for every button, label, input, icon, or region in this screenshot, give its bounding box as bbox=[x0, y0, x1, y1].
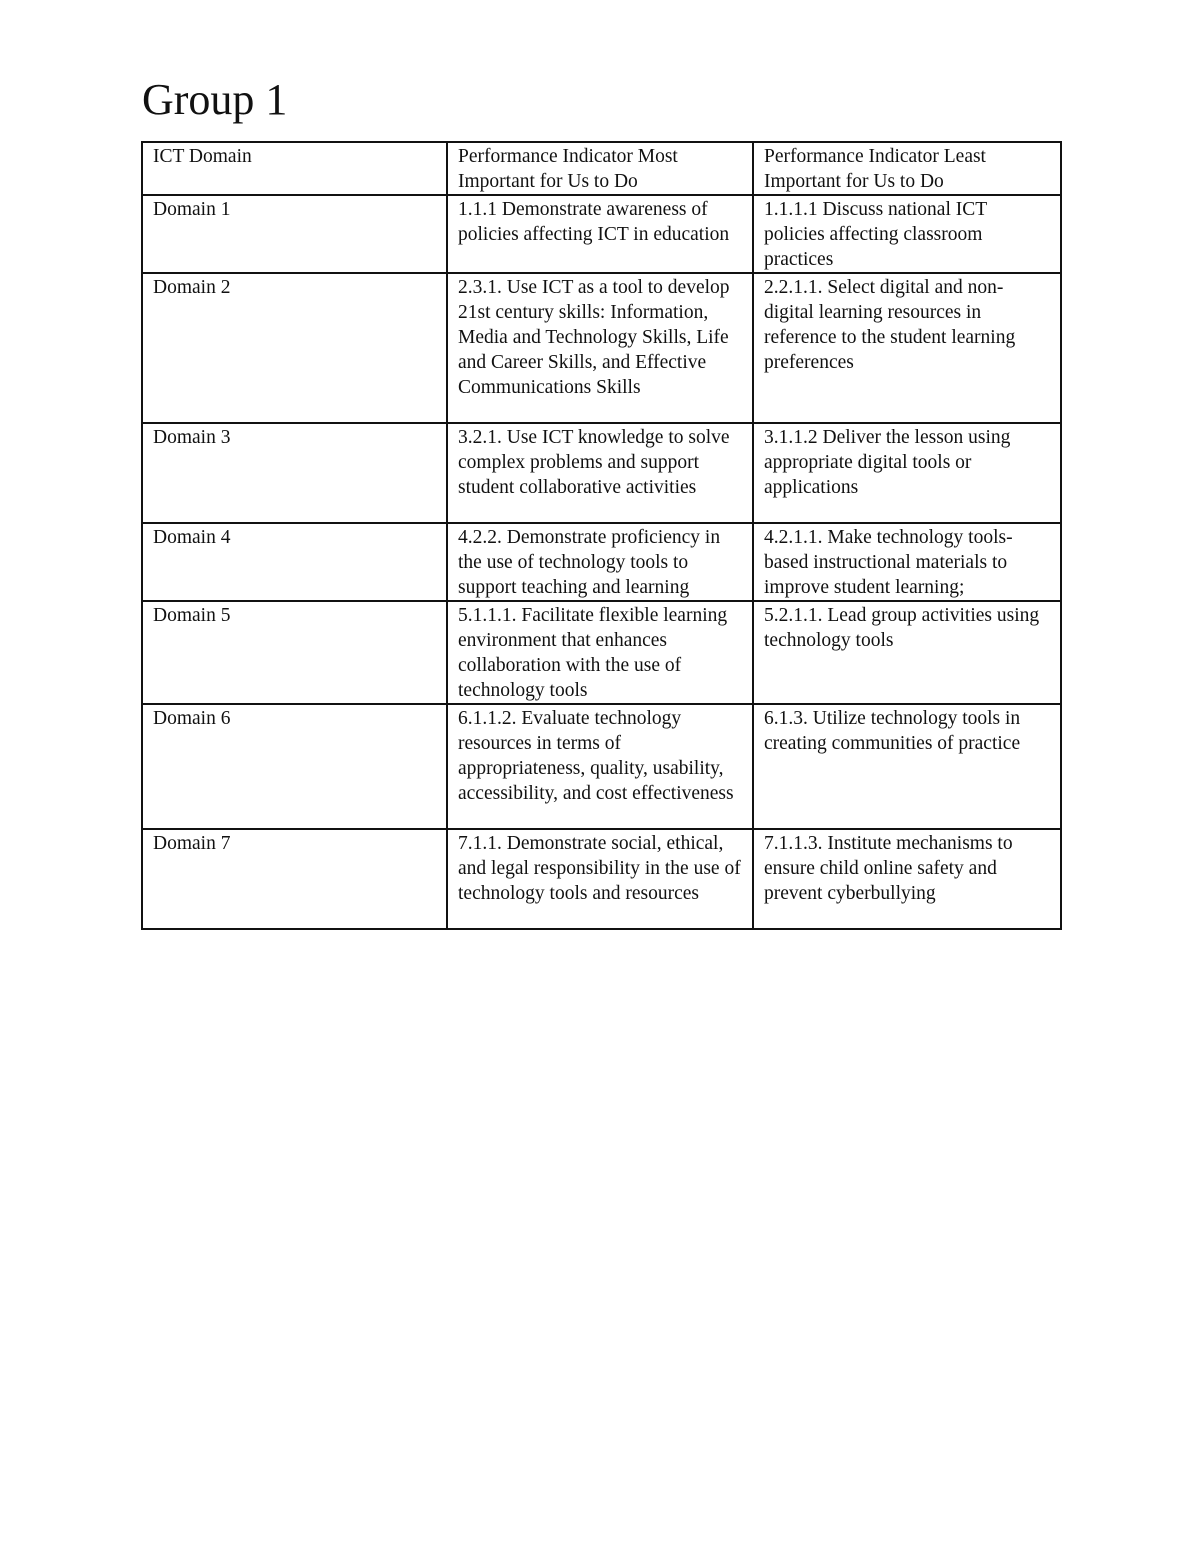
table-row bbox=[142, 601, 1061, 704]
most-important-cell: 4.2.2. Demonstrate proficiency in the use of technology tools to support teaching and learning bbox=[447, 523, 753, 601]
domain-cell: Domain 6 bbox=[142, 704, 447, 829]
most-important-cell: 7.1.1. Demonstrate social, ethical, and legal responsibility in the use of technology tools and resources bbox=[447, 829, 753, 929]
table-header-row bbox=[142, 142, 1061, 195]
header-cell-least-important: Performance Indicator Least Important for Us to Do bbox=[753, 142, 1061, 195]
most-important-cell: 1.1.1 Demonstrate awareness of policies affecting ICT in education bbox=[447, 195, 753, 273]
ict-domain-table bbox=[141, 141, 1062, 930]
table-row bbox=[142, 423, 1061, 523]
most-important-cell: 3.2.1. Use ICT knowledge to solve complex problems and support student collaborative activities bbox=[447, 423, 753, 523]
domain-cell: Domain 3 bbox=[142, 423, 447, 523]
header-cell-ict-domain: ICT Domain bbox=[142, 142, 447, 195]
table-row bbox=[142, 829, 1061, 929]
least-important-cell: 5.2.1.1. Lead group activities using technology tools bbox=[753, 601, 1061, 704]
table-row bbox=[142, 523, 1061, 601]
least-important-cell: 1.1.1.1 Discuss national ICT policies affecting classroom practices bbox=[753, 195, 1061, 273]
domain-cell: Domain 1 bbox=[142, 195, 447, 273]
least-important-cell: 3.1.1.2 Deliver the lesson using appropriate digital tools or applications bbox=[753, 423, 1061, 523]
table-row bbox=[142, 273, 1061, 423]
least-important-cell: 2.2.1.1. Select digital and non-digital learning resources in reference to the student learning preferences bbox=[753, 273, 1061, 423]
most-important-cell: 6.1.1.2. Evaluate technology resources in terms of appropriateness, quality, usability, accessibility, and cost effectiveness bbox=[447, 704, 753, 829]
page-title: Group 1 bbox=[142, 75, 288, 124]
domain-cell: Domain 4 bbox=[142, 523, 447, 601]
least-important-cell: 6.1.3. Utilize technology tools in creating communities of practice bbox=[753, 704, 1061, 829]
domain-cell: Domain 2 bbox=[142, 273, 447, 423]
header-cell-most-important: Performance Indicator Most Important for Us to Do bbox=[447, 142, 753, 195]
table-row bbox=[142, 195, 1061, 273]
most-important-cell: 5.1.1.1. Facilitate flexible learning environment that enhances collaboration with the use of technology tools bbox=[447, 601, 753, 704]
domain-cell: Domain 7 bbox=[142, 829, 447, 929]
most-important-cell: 2.3.1. Use ICT as a tool to develop 21st century skills: Information, Media and Technology Skills, Life and Career Skills, and Effective Communications Skills bbox=[447, 273, 753, 423]
least-important-cell: 4.2.1.1. Make technology tools-based instructional materials to improve student learning; bbox=[753, 523, 1061, 601]
least-important-cell: 7.1.1.3. Institute mechanisms to ensure child online safety and prevent cyberbullying bbox=[753, 829, 1061, 929]
table-row bbox=[142, 704, 1061, 829]
domain-cell: Domain 5 bbox=[142, 601, 447, 704]
